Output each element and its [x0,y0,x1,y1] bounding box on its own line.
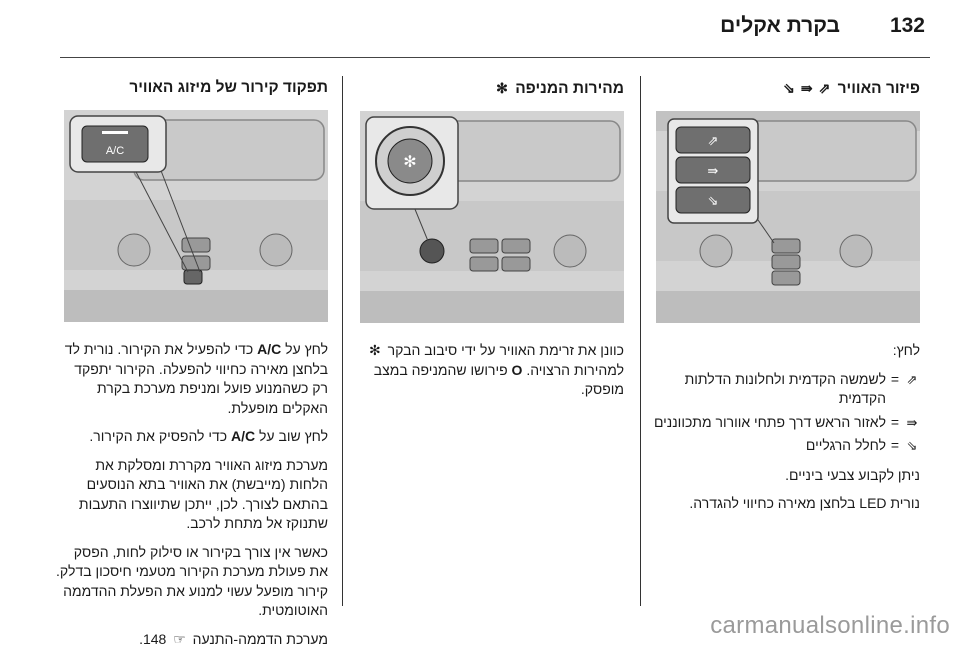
svg-text:⇘: ⇘ [707,194,719,209]
fan-icon: ✻ [369,342,381,358]
figure-ac-button [64,110,328,322]
fan-icon: ✻ [496,80,508,96]
air-feet-icon: ⇘ [906,438,918,453]
paragraph-ac-dehumidify: מערכת מיזוג האוויר מקררת ומסלקת את הלחות (מייבשת) את האוויר בתא הנוסעים בהתאם לצורך. לכן, ייתכן שתיווצרו התעבות שתנוקז אל מתחת לרכב. [78,456,328,531]
page-reference-icon: ☞ [173,630,186,647]
air-feet-icon: ⇘ [783,80,795,96]
figure-air-distribution-buttons [656,111,920,323]
definition-windscreen: ⇗ = לשמשה הקדמית ולחלונות הדלתות הקדמית [648,370,920,409]
paragraph-ac-off: לחץ שוב על A/C כדי להפסיק את הקירור. [89,428,328,444]
paragraph-stop-start-ref: מערכת הדממה-התנעה ☞ 148. [139,630,328,647]
column-divider-right [640,76,641,606]
page-title: בקרת אקלים [720,14,840,37]
definition-head: ⇛ = לאזור הראש דרך פתחי אוורור מתכווננים [648,413,920,433]
figure-fan-knob [360,111,624,323]
page-number: 132 [889,14,925,37]
svg-text:⇛: ⇛ [707,164,719,179]
section-fan-speed [352,64,624,409]
section-ac-cooling [56,64,328,658]
off-symbol: O [511,361,523,378]
section-heading-air-distribution: פיזור האוויר ⇗⇛⇘ [783,80,920,97]
paragraph-led: נורית LED בלחצן מאירה כחיווי להגדרה. [689,495,920,511]
air-windscreen-icon: ⇗ [818,80,831,96]
air-windscreen-icon: ⇗ [906,371,918,387]
air-head-icon: ⇛ [906,414,918,430]
section-heading-fan-speed: מהירות המניפה ✻ [496,80,624,97]
paragraph-ac-on: לחץ על A/C כדי להפעיל את הקירור. נורית לד בלחצן מאירה כחיווי להפעלה. הקירור יתפקד רק כשהמנוע פועל ומניפת מערכת בקרת האקלים מופעלת. [64,341,328,416]
ac-button-label: A/C [105,145,125,157]
watermark: carmanualsonline.info [710,612,950,639]
paragraph-fan-speed: כוונן את זרימת האוויר על ידי סיבוב הבקר ✻ למהירות הרצויה. O פירושו שהמניפה במצב מופסק. [369,342,624,397]
air-head-icon: ⇛ [800,80,813,96]
section-air-distribution [648,64,920,523]
section-heading-ac-cooling: תפקוד קירור של מיזוג האוויר [129,79,328,96]
svg-text:⇗: ⇗ [707,134,719,149]
paragraph-intermediate: ניתן לקבוע צבעי ביניים. [785,466,920,483]
intro-text: לחץ: [892,342,920,358]
definition-feet: ⇘ = לחלל הרגליים [648,436,920,456]
svg-text:✻: ✻ [403,152,417,171]
column-divider-left [342,76,343,606]
header-rule [60,57,930,58]
paragraph-ac-saving: כאשר אין צורך בקירור או סילוק לחות, הפסק את פעולת מערכת הקירור מטעמי חיסכון בדלק. קירור מופעל עשוי למנוע את הפעלת ההדממה האוטומטית. [56,543,328,618]
